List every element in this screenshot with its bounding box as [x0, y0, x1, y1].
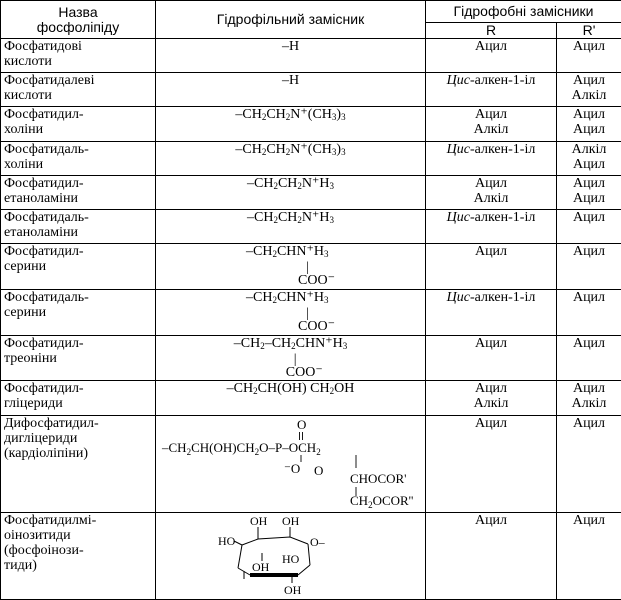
hydrophilic-substituent: [156, 336, 426, 381]
name-line: (фосфоінози-: [4, 543, 152, 558]
r-value: [429, 210, 553, 225]
hydrophilic-substituent: [156, 513, 426, 600]
table-row: [1, 381, 621, 416]
name-line: Фосфатидаль-: [4, 290, 152, 305]
formula-line: –H: [282, 39, 299, 54]
alkenyl-suffix: -алкен-1-іл: [470, 142, 535, 157]
formula-line: COO⁻: [246, 319, 335, 334]
hydrophilic-substituent: [156, 416, 426, 513]
r-prime-value: Ацил: [560, 157, 618, 172]
table-row: [1, 513, 621, 600]
formula-line: $-CH_2CH_2N^+H_3$: [247, 210, 334, 228]
hydrophobic-r: [426, 513, 557, 600]
name-line: кислоти: [4, 88, 152, 103]
formula-line: –H: [282, 73, 299, 88]
formula-o-minus: ⁻O: [284, 461, 300, 476]
hydrophobic-r-prime: [557, 381, 621, 416]
formula-line: $-CH_2CHN^+H_3$: [246, 290, 335, 308]
r-prime-value: Ацил: [560, 210, 618, 225]
hydrophobic-r: [426, 244, 557, 290]
formula-line: $-CH_2CH_2N^+H_3$: [247, 176, 334, 194]
header-hydrophilic: Гідрофільний замісник: [156, 1, 426, 39]
r-prime-value: Алкіл: [560, 396, 618, 411]
r-value: [429, 142, 553, 157]
header-name: [1, 1, 156, 39]
phospholipid-name: [1, 416, 156, 513]
phospholipid-name: [1, 210, 156, 244]
hydrophobic-r: [426, 107, 557, 142]
r-value: Ацил: [429, 244, 553, 259]
name-line: Фосфатидаль-: [4, 210, 152, 225]
name-line: тиди): [4, 558, 152, 573]
r-prime-value: Ацил: [560, 416, 618, 431]
hydrophilic-substituent: [156, 39, 426, 73]
table-row: [1, 290, 621, 336]
name-line: кислоти: [4, 54, 152, 69]
r-value: Ацил: [429, 176, 553, 191]
hydrophilic-substituent: [156, 107, 426, 142]
r-prime-value: Алкіл: [560, 88, 618, 103]
ring-o-right: O–: [310, 535, 326, 549]
r-prime-value: Ацил: [560, 290, 618, 305]
hydrophobic-r: [426, 336, 557, 381]
formula-line: |: [246, 308, 335, 319]
r-prime-value: Ацил: [560, 191, 618, 206]
header-hydrophobic: Гідрофобні замісники: [426, 1, 621, 23]
phospholipid-name: [1, 513, 156, 600]
hydrophilic-substituent: [156, 210, 426, 244]
phospholipid-name: [1, 244, 156, 290]
formula: [246, 290, 335, 334]
name-line: серини: [4, 259, 152, 274]
hydrophilic-substituent: [156, 244, 426, 290]
phospholipid-name: [1, 142, 156, 176]
formula-line: COO⁻: [234, 365, 347, 380]
r-prime-value: Ацил: [560, 176, 618, 191]
r-prime-value: Ацил: [560, 381, 618, 396]
r-value: Ацил: [429, 336, 553, 351]
formula-line: $-CH_2-CH_2CHN^+H_3$: [234, 336, 347, 354]
table-row: [1, 142, 621, 176]
phospholipid-name: [1, 39, 156, 73]
cis-prefix: Цис: [447, 210, 470, 225]
phospholipid-name: [1, 107, 156, 142]
hydrophobic-r-prime: [557, 290, 621, 336]
formula: [235, 107, 345, 125]
hydrophobic-r-prime: [557, 142, 621, 176]
alkenyl-suffix: -алкен-1-іл: [470, 210, 535, 225]
table-row: [1, 39, 621, 73]
hydrophilic-substituent: [156, 142, 426, 176]
name-line: серини: [4, 305, 152, 320]
phospholipid-name: [1, 381, 156, 416]
name-line: дигліцериди: [4, 431, 152, 446]
formula-line: $-CH_2CH_2N^+(CH_3)_3$: [235, 142, 345, 160]
hydrophilic-substituent: [156, 73, 426, 107]
name-line: Дифосфатидил-: [4, 416, 152, 431]
phospholipid-name: [1, 290, 156, 336]
header-r2: R': [557, 23, 621, 39]
ring-oh-bottom: OH: [284, 583, 302, 595]
ring-ho-left: HO: [218, 534, 236, 548]
hydrophobic-r-prime: [557, 39, 621, 73]
ring-oh-top1: OH: [250, 514, 268, 528]
hydrophobic-r-prime: [557, 176, 621, 210]
name-line: Фосфатидалеві: [4, 73, 152, 88]
table-row: [1, 416, 621, 513]
hydrophobic-r-prime: [557, 107, 621, 142]
phospholipid-name: [1, 176, 156, 210]
formula-chocor: CHOCOR': [350, 471, 407, 486]
r-value: Ацил: [429, 381, 553, 396]
hydrophobic-r: [426, 290, 557, 336]
formula-line: $-CH_2CH_2N^+(CH_3)_3$: [235, 107, 345, 125]
hydrophobic-r-prime: [557, 336, 621, 381]
table-row: [1, 336, 621, 381]
r-prime-value: Ацил: [560, 73, 618, 88]
name-line: Фосфатидил-: [4, 336, 152, 351]
formula: [234, 336, 347, 380]
cis-prefix: Цис: [447, 290, 470, 305]
r-prime-value: Ацил: [560, 336, 618, 351]
r-prime-value: Ацил: [560, 107, 618, 122]
formula: [247, 176, 334, 194]
table-row: [1, 107, 621, 142]
r-prime-value: Ацил: [560, 122, 618, 137]
hydrophobic-r: [426, 381, 557, 416]
header-name-line1: Назва: [4, 5, 152, 20]
ring-oh-top2: OH: [282, 514, 300, 528]
name-line: оінозитиди: [4, 528, 152, 543]
hydrophobic-r: [426, 39, 557, 73]
header-r: R: [426, 23, 557, 39]
name-line: Фосфатидил-: [4, 176, 152, 191]
r-value: [429, 290, 553, 305]
formula: [246, 244, 335, 288]
r-prime-value: Алкіл: [560, 142, 618, 157]
formula: [227, 381, 355, 399]
cis-prefix: Цис: [447, 73, 470, 88]
name-line: Фосфатидил-: [4, 107, 152, 122]
cis-prefix: Цис: [447, 142, 470, 157]
r-prime-value: Ацил: [560, 39, 618, 54]
r-value: Алкіл: [429, 122, 553, 137]
alkenyl-suffix: -алкен-1-іл: [470, 290, 535, 305]
name-line: треоніни: [4, 351, 152, 366]
hydrophobic-r-prime: [557, 73, 621, 107]
name-line: холіни: [4, 157, 152, 172]
formula: [235, 142, 345, 160]
name-line: етаноламіни: [4, 191, 152, 206]
hydrophobic-r: [426, 176, 557, 210]
alkenyl-suffix: -алкен-1-іл: [470, 73, 535, 88]
formula-ch2ocor: $CH_2OCOR''$: [350, 493, 413, 508]
formula: [282, 39, 299, 54]
r-value: Ацил: [429, 416, 553, 431]
r-value: Алкіл: [429, 191, 553, 206]
phospholipid-name: [1, 336, 156, 381]
name-line: холіни: [4, 122, 152, 137]
formula-line: |: [234, 354, 347, 365]
formula-line: $-CH_2CHN^+H_3$: [246, 244, 335, 262]
r-prime-value: Ацил: [560, 513, 618, 528]
formula-line: |: [246, 262, 335, 273]
name-line: етаноламіни: [4, 225, 152, 240]
inositol-ring: [160, 513, 422, 595]
hydrophobic-r: [426, 210, 557, 244]
formula-line: COO⁻: [246, 273, 335, 288]
name-line: Фосфатидилмі-: [4, 513, 152, 528]
table-row: [1, 176, 621, 210]
name-line: гліцериди: [4, 396, 152, 411]
name-line: (кардіоліпіни): [4, 446, 152, 461]
ring-oh-mid: OH: [252, 560, 270, 574]
hydrophilic-substituent: [156, 176, 426, 210]
table-row: [1, 244, 621, 290]
ring-ho-right: HO: [282, 552, 300, 566]
hydrophobic-r: [426, 142, 557, 176]
cardiolipin-formula: [160, 416, 422, 508]
name-line: Фосфатидил-: [4, 244, 152, 259]
formula-chain: $-CH_2CH(OH)CH_2O-P-OCH_2$: [161, 440, 321, 457]
name-line: Фосфатидові: [4, 39, 152, 54]
hydrophobic-r: [426, 416, 557, 513]
hydrophobic-r-prime: [557, 513, 621, 600]
r-value: Ацил: [429, 513, 553, 528]
formula: [247, 210, 334, 228]
r-value: Алкіл: [429, 396, 553, 411]
formula-o-bottom: O: [314, 463, 323, 478]
hydrophobic-r-prime: [557, 210, 621, 244]
formula-o-top: O: [297, 417, 306, 432]
phospholipid-name: [1, 73, 156, 107]
r-value: [429, 73, 553, 88]
header-name-line2: фосфоліпіду: [4, 20, 152, 35]
hydrophobic-r: [426, 73, 557, 107]
name-line: Фосфатидил-: [4, 381, 152, 396]
hydrophobic-r-prime: [557, 244, 621, 290]
table-row: [1, 73, 621, 107]
formula-line: $-CH_2CH(OH)$ $CH_2OH$: [227, 381, 355, 399]
r-value: Ацил: [429, 39, 553, 54]
r-value: Ацил: [429, 107, 553, 122]
name-line: Фосфатидаль-: [4, 142, 152, 157]
hydrophobic-r-prime: [557, 416, 621, 513]
table-row: [1, 210, 621, 244]
r-prime-value: Ацил: [560, 244, 618, 259]
hydrophilic-substituent: [156, 290, 426, 336]
hydrophilic-substituent: [156, 381, 426, 416]
table-body: [1, 39, 621, 600]
formula: [282, 73, 299, 88]
